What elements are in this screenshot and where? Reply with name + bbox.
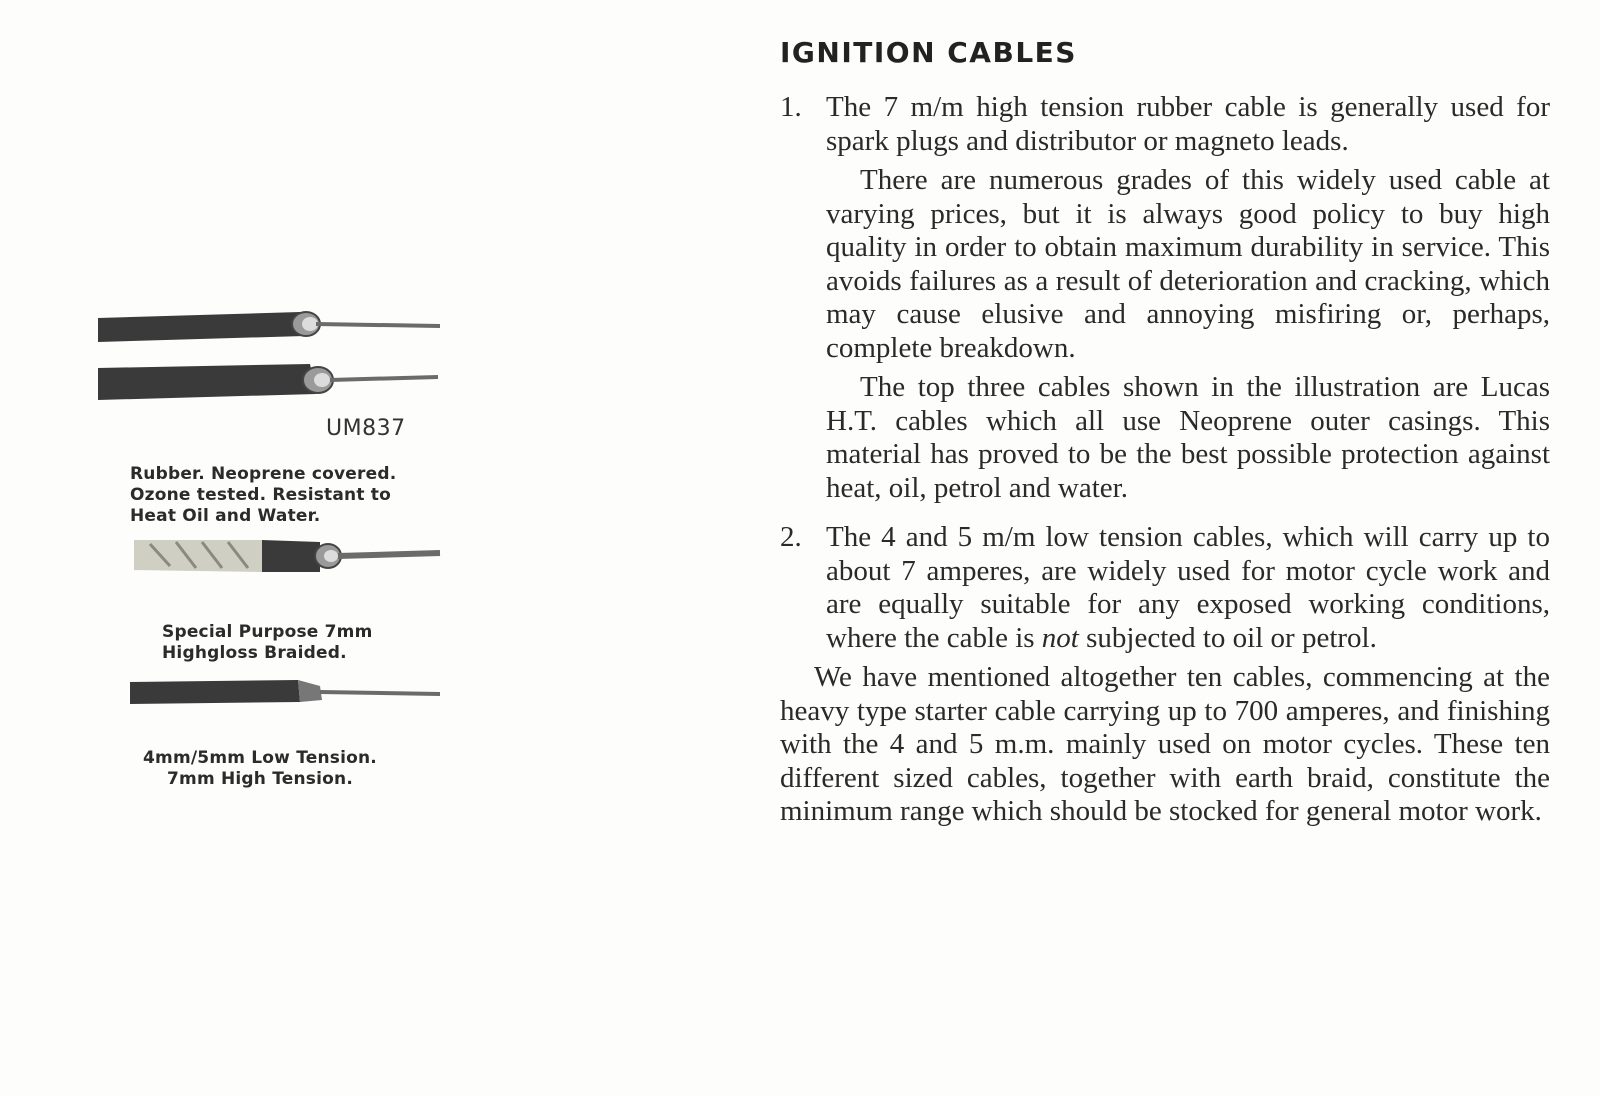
list-item-1 [780, 91, 1550, 505]
caption-rubber-cable: Rubber. Neoprene covered. Ozone tested. Resistant to Heat Oil and Water. [130, 464, 397, 526]
caption-low-high-tension: 4mm/5mm Low Tension. 7mm High Tension. [143, 748, 377, 789]
braided-cable [134, 540, 440, 572]
list-item-number: 2. [780, 521, 802, 553]
caption-braided-cable: Special Purpose 7mm Highgloss Braided. [162, 622, 373, 663]
list-item-2 [780, 521, 1550, 655]
emphasis: not [1041, 621, 1079, 654]
paragraph: The top three cables shown in the illustration are Lucas H.T. cables which all use Neoprene outer casings. This material has proved to be the best possible protection against heat, oil, petrol and water. [826, 371, 1550, 504]
closing-paragraph: We have mentioned altogether ten cables, commencing at the heavy type starter cable carrying up to 700 amperes, and finishing with the 4 and 5 m.m. mainly used on motor cycles. These ten different sized cables, together with earth braid, constitute the minimum range which should be stocked for general motor work. [780, 661, 1550, 827]
cable-drawings [0, 260, 560, 820]
ht-cable-2 [98, 364, 438, 400]
illustration-reference-code: UM837 [326, 416, 406, 441]
cable-illustration [0, 260, 560, 820]
paragraph: The 7 m/m high tension rubber cable is generally used for spark plugs and distributor or magneto leads. [826, 91, 1550, 157]
article [780, 36, 1550, 829]
list-item-number: 1. [780, 91, 802, 123]
lt-cable [130, 680, 440, 704]
paragraph: There are numerous grades of this widely used cable at varying prices, but it is always good policy to buy high quality in order to obtain maximum durability in service. This avoids failures as a result of deterioration and cracking, which may cause elusive and annoying misfiring or, perhaps, complete breakdown. [826, 164, 1550, 364]
paragraph: The 4 and 5 m/m low tension cables, which will carry up to about 7 amperes, are widely used for motor cycle work and are equally suitable for any exposed working conditions, where the cable is not subjected to oil or petrol. [826, 521, 1550, 654]
ht-cable-1 [98, 312, 440, 342]
page-title: IGNITION CABLES [780, 36, 1077, 69]
